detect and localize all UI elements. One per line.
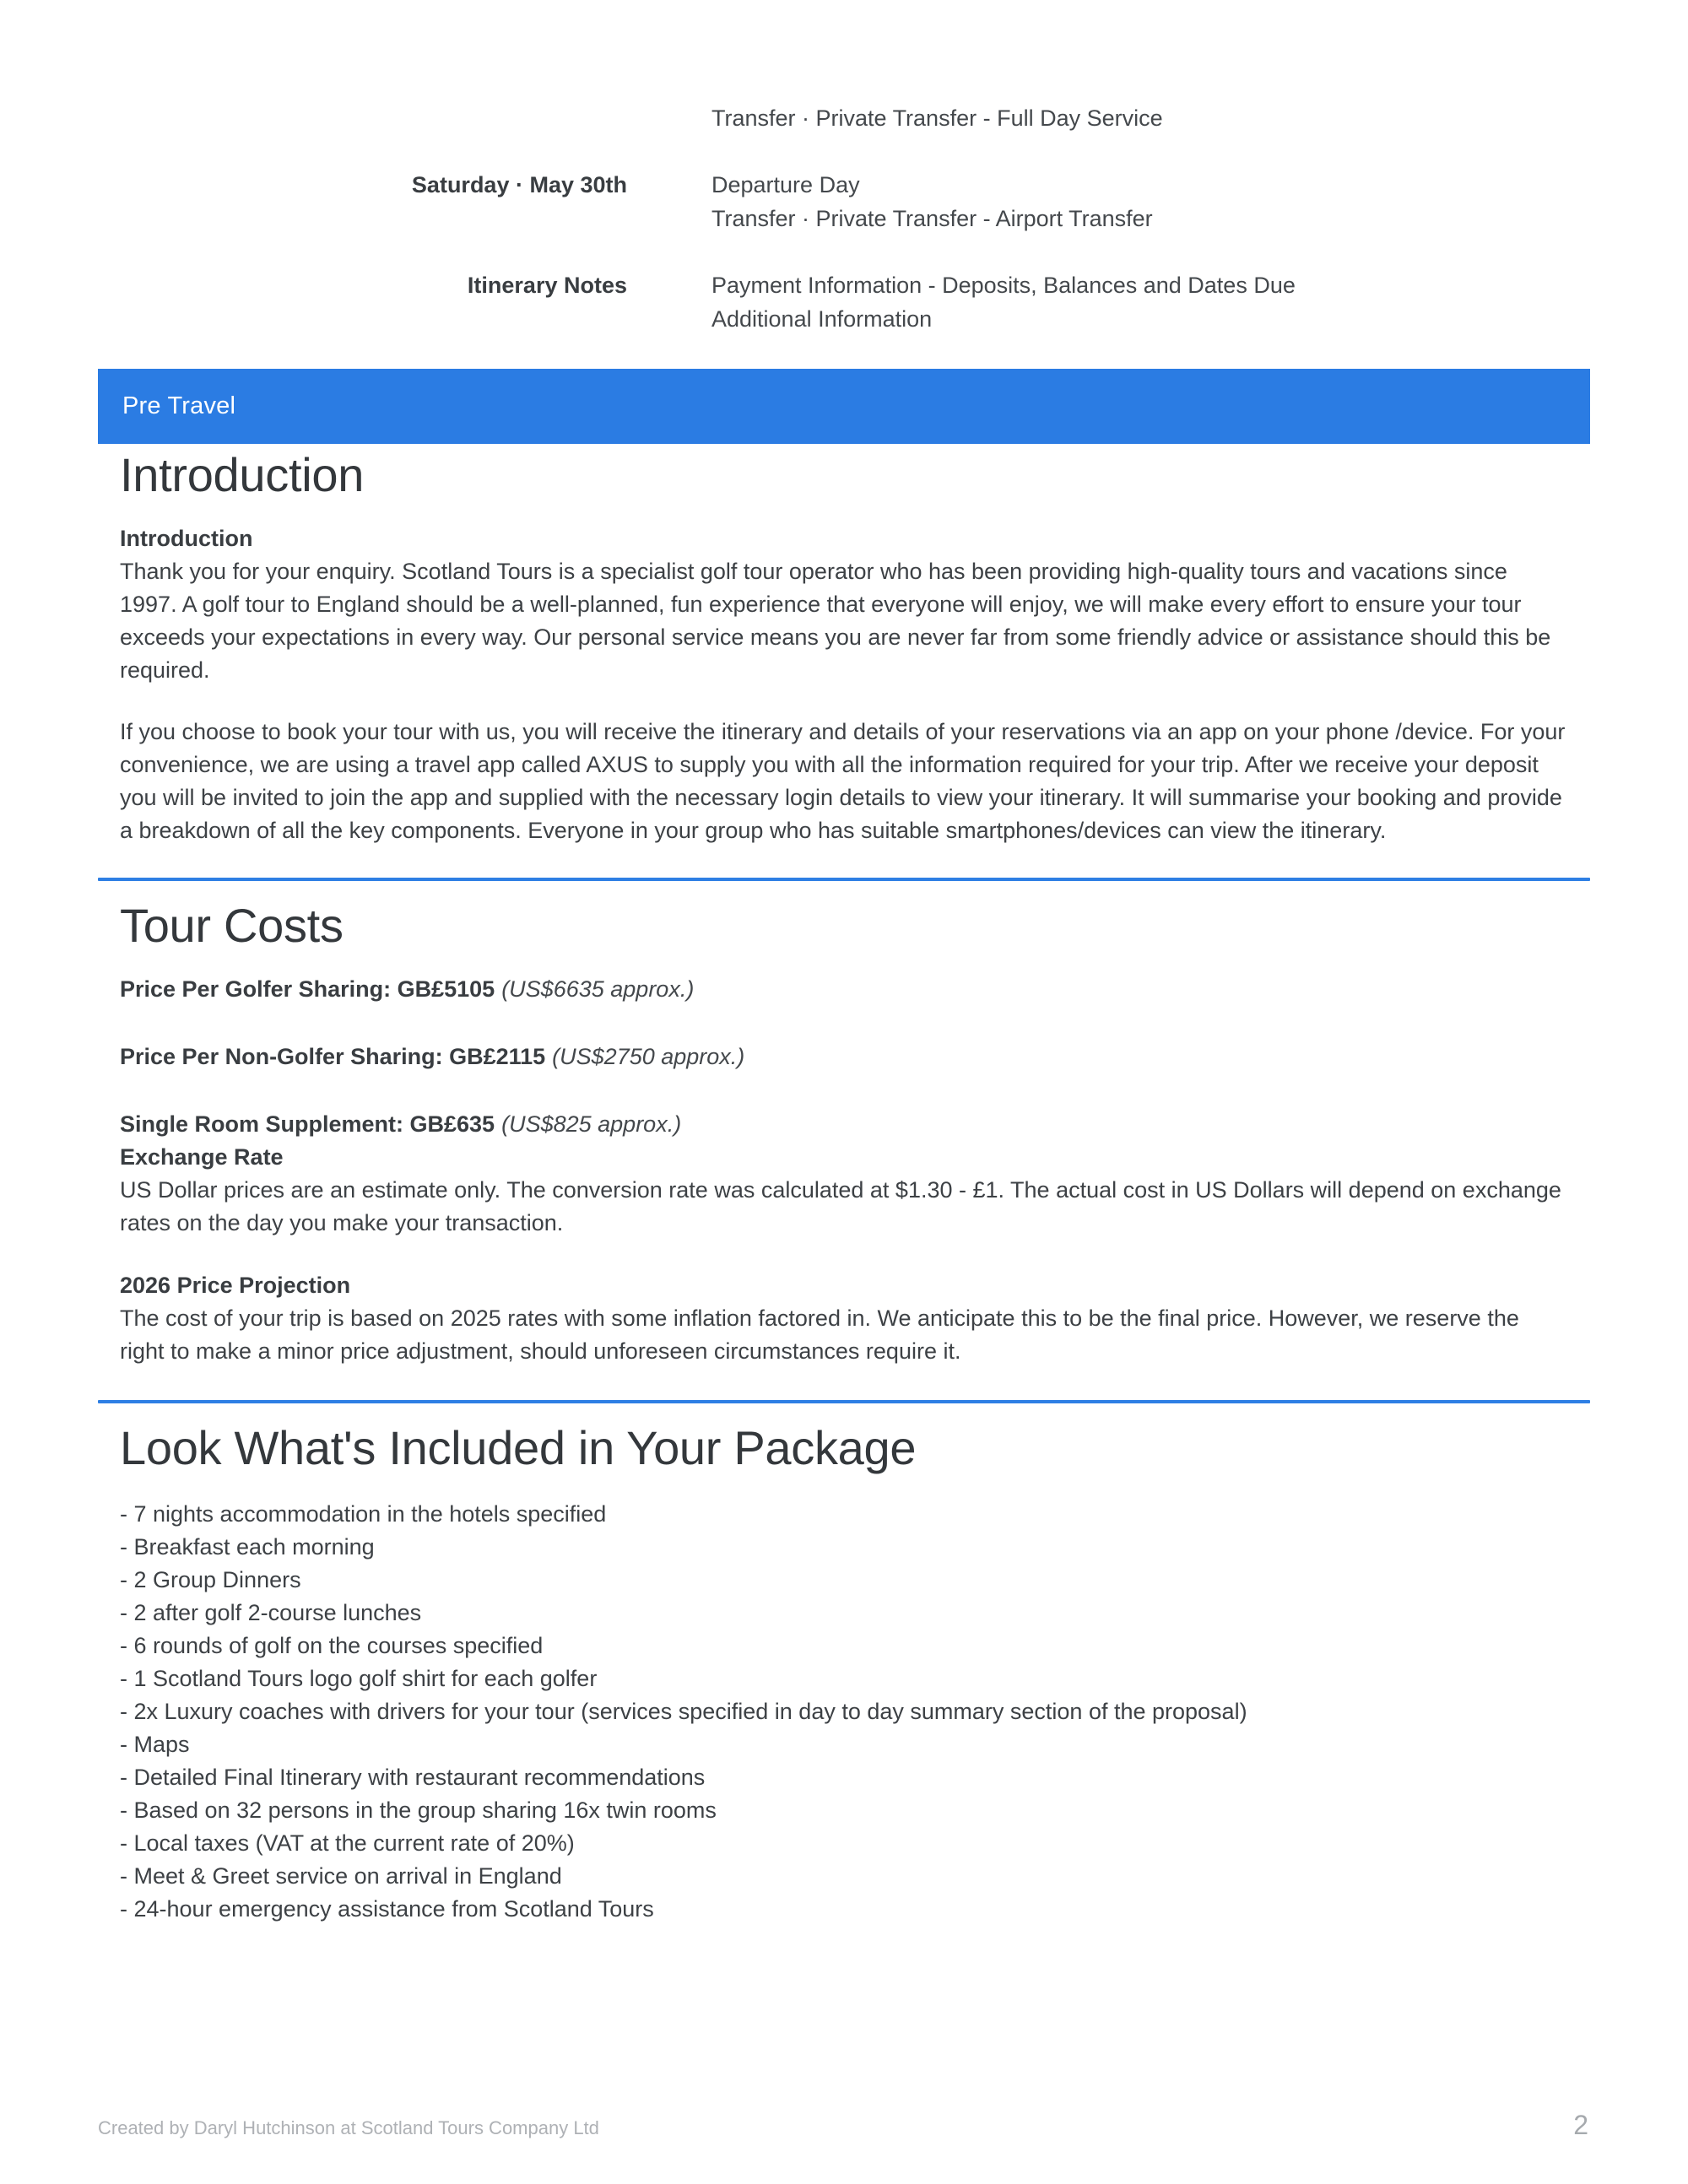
list-item: - Meet & Greet service on arrival in England bbox=[120, 1863, 562, 1889]
list-item: - Based on 32 persons in the group sharing 16x twin rooms bbox=[120, 1797, 717, 1823]
list-item: - 2 after golf 2-course lunches bbox=[120, 1600, 422, 1625]
itinerary-row-label: Saturday · May 30th bbox=[411, 172, 627, 197]
itinerary-row-content bbox=[711, 268, 1296, 336]
price-label: Price Per Non-Golfer Sharing: GB£2115 bbox=[120, 1044, 546, 1069]
introduction-title: Introduction bbox=[120, 448, 365, 501]
exchange-rate-text: US Dollar prices are an estimate only. The conversion rate was calculated at $1.30 - £1. The actual cost in US Dollars will depend on exchange rates on the day you make your transaction. bbox=[120, 1177, 1561, 1235]
price-line bbox=[120, 1041, 1568, 1073]
page-number: 2 bbox=[1573, 2110, 1588, 2140]
list-item: - 7 nights accommodation in the hotels specified bbox=[120, 1501, 607, 1527]
list-item: - Breakfast each morning bbox=[120, 1534, 375, 1560]
list-item: - 2 Group Dinners bbox=[120, 1567, 301, 1592]
itinerary-row-content bbox=[711, 101, 1163, 135]
price-projection-text: The cost of your trip is based on 2025 rates with some inflation factored in. We anticipate this to be the final price. However, we reserve the right to make a minor price adjustment, should unforeseen circumstances require it. bbox=[120, 1306, 1519, 1364]
price-usd-estimate: (US$825 approx.) bbox=[501, 1111, 682, 1137]
tour-costs-title: Tour Costs bbox=[120, 899, 344, 952]
price-label: Price Per Golfer Sharing: GB£5105 bbox=[120, 976, 495, 1002]
list-item: - 1 Scotland Tours logo golf shirt for each golfer bbox=[120, 1666, 598, 1691]
section-divider bbox=[98, 1400, 1590, 1403]
list-item: - Maps bbox=[120, 1732, 190, 1757]
section-divider bbox=[98, 878, 1590, 881]
footer-credit-text: Created by Daryl Hutchinson at Scotland Tours Company Ltd bbox=[98, 2117, 599, 2138]
included-section bbox=[98, 1421, 1590, 1926]
itinerary-entry: Additional Information bbox=[711, 306, 933, 332]
price-line bbox=[120, 1108, 1568, 1141]
itinerary-row-content bbox=[711, 168, 1153, 235]
itinerary-row-label bbox=[120, 101, 627, 135]
included-list bbox=[120, 1498, 1568, 1926]
list-item: - 24-hour emergency assistance from Scotland Tours bbox=[120, 1896, 654, 1922]
price-line bbox=[120, 973, 1568, 1006]
list-item: - 2x Luxury coaches with drivers for your tour (services specified in day to day summary section of the proposal) bbox=[120, 1699, 1247, 1724]
introduction-section bbox=[98, 448, 1590, 847]
itinerary-row bbox=[120, 168, 1568, 235]
itinerary-row bbox=[120, 268, 1568, 336]
exchange-rate-heading: Exchange Rate bbox=[120, 1144, 284, 1170]
list-item: - Local taxes (VAT at the current rate of 20%) bbox=[120, 1830, 575, 1856]
list-item: - 6 rounds of golf on the courses specified bbox=[120, 1633, 544, 1658]
tour-costs-section bbox=[98, 901, 1590, 1368]
price-usd-estimate: (US$2750 approx.) bbox=[552, 1044, 745, 1069]
itinerary-entry: Transfer · Private Transfer - Full Day Service bbox=[711, 105, 1163, 131]
pre-travel-banner-label: Pre Travel bbox=[122, 392, 236, 419]
itinerary-row-label: Itinerary Notes bbox=[467, 273, 627, 298]
page-footer bbox=[98, 2110, 1588, 2141]
introduction-paragraph: Thank you for your enquiry. Scotland Tours is a specialist golf tour operator who has been providing high-quality tours and vacations since 1997. A golf tour to England should be a well-planned, fun experience that everyone will enjoy, we will make every effort to ensure your tour exceeds your expectations in every way. Our personal service means you are never far from some friendly advice or assistance should this be required. bbox=[120, 559, 1551, 683]
itinerary-entry: Departure Day bbox=[711, 172, 860, 197]
price-projection-heading: 2026 Price Projection bbox=[120, 1273, 351, 1298]
introduction-subheading: Introduction bbox=[120, 526, 253, 551]
pre-travel-banner bbox=[98, 369, 1590, 444]
introduction-paragraph: If you choose to book your tour with us, you will receive the itinerary and details of your reservations via an app on your phone /device. For your convenience, we are using a travel app called AXUS to supply you with all the information required for your trip. After we receive your deposit you will be invited to join the app and supplied with the necessary login details to view your itinerary. It will summarise your booking and provide a breakdown of all the key components. Everyone in your group who has suitable smartphones/devices can view the itinerary. bbox=[120, 719, 1566, 843]
itinerary-summary-table bbox=[98, 0, 1590, 336]
price-usd-estimate: (US$6635 approx.) bbox=[501, 976, 695, 1002]
price-label: Single Room Supplement: GB£635 bbox=[120, 1111, 495, 1137]
included-title: Look What's Included in Your Package bbox=[120, 1421, 917, 1474]
itinerary-row bbox=[120, 101, 1568, 135]
itinerary-entry: Transfer · Private Transfer - Airport Transfer bbox=[711, 206, 1153, 231]
itinerary-entry: Payment Information - Deposits, Balances and Dates Due bbox=[711, 273, 1296, 298]
list-item: - Detailed Final Itinerary with restaurant recommendations bbox=[120, 1765, 706, 1790]
